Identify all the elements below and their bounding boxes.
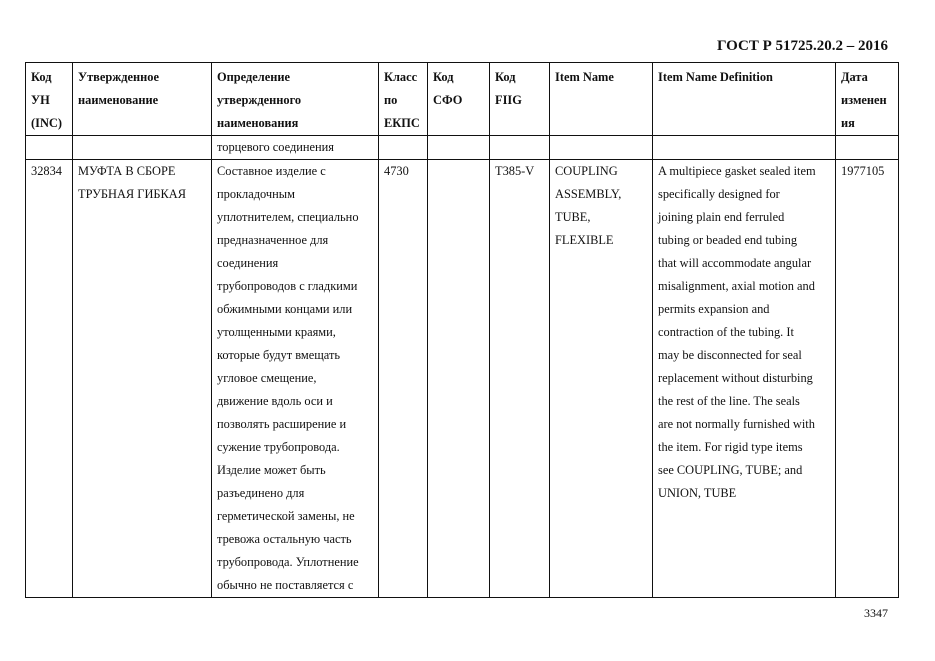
- header-text-line: Дата: [841, 70, 868, 84]
- cont-cell-inc: [26, 136, 73, 160]
- cell-text-line: specifically designed for: [658, 187, 780, 201]
- cell-approved-name: [73, 160, 212, 598]
- document-title: ГОСТ Р 51725.20.2 – 2016: [716, 38, 888, 54]
- cell-text-line: соединения: [217, 256, 279, 270]
- cell-text-line: misalignment, axial motion and: [658, 279, 815, 293]
- cell-text-line: TUBE,: [555, 210, 591, 224]
- cell-text-line: обжимными концами или: [217, 302, 353, 316]
- cell-text-line: герметической замены, не: [217, 509, 355, 523]
- cont-cell-date: [836, 136, 899, 160]
- header-change-date: [836, 63, 899, 136]
- page-number: 3347: [864, 606, 888, 620]
- cont-cell-ekps: [379, 136, 428, 160]
- cell-change-date: 1977105: [836, 160, 899, 598]
- cell-text-line: которые будут вмещать: [217, 348, 341, 362]
- header-text-line: СФО: [433, 93, 463, 107]
- header-text-line: Item Name Definition: [658, 70, 773, 84]
- cell-text-line: are not normally furnished with: [658, 417, 815, 431]
- cell-inc: 32834: [26, 160, 73, 598]
- cell-text-line: предназначенное для: [217, 233, 329, 247]
- continuation-row: [26, 136, 899, 160]
- cell-text-line: joining plain end ferruled: [658, 210, 785, 224]
- cell-text-line: tubing or beaded end tubing: [658, 233, 798, 247]
- header-text-line: изменен: [841, 93, 887, 107]
- cont-cell-sfo: [428, 136, 490, 160]
- cell-text-line: FLEXIBLE: [555, 233, 614, 247]
- cell-text-line: тревожа остальную часть: [217, 532, 352, 546]
- cell-text-line: сужение трубопровода.: [217, 440, 340, 454]
- header-text-line: Код: [433, 70, 454, 84]
- cell-text-line: трубопроводов с гладкими: [217, 279, 358, 293]
- header-inc: [26, 63, 73, 136]
- header-text-line: Определение: [217, 70, 291, 84]
- cont-cell-item-name: [550, 136, 653, 160]
- cell-item-name-definition: [653, 160, 836, 598]
- header-text-line: FIIG: [495, 93, 522, 107]
- cell-text-line: позволять расширение и: [217, 417, 347, 431]
- cell-text-line: МУФТА В СБОРЕ: [78, 164, 176, 178]
- table-row: [26, 160, 899, 598]
- header-definition: [212, 63, 379, 136]
- cell-text-line: replacement without disturbing: [658, 371, 813, 385]
- cell-text-line: уплотнителем, специально: [217, 210, 359, 224]
- header-row: [26, 63, 899, 136]
- cell-item-name: [550, 160, 653, 598]
- cell-text-line: that will accommodate angular: [658, 256, 812, 270]
- header-ekps: [379, 63, 428, 136]
- cell-text-line: движение вдоль оси и: [217, 394, 333, 408]
- header-text-line: ЕКПС: [384, 116, 420, 130]
- cont-cell-fiig: [490, 136, 550, 160]
- cell-text-line: Составное изделие с: [217, 164, 326, 178]
- header-text-line: ия: [841, 116, 855, 130]
- header-text-line: Код: [495, 70, 516, 84]
- header-text-line: Утвержденное: [78, 70, 159, 84]
- header-approved-name: [73, 63, 212, 136]
- cell-text-line: ASSEMBLY,: [555, 187, 622, 201]
- cell-text-line: утолщенными краями,: [217, 325, 336, 339]
- cell-text-line: Изделие может быть: [217, 463, 326, 477]
- cell-text-line: contraction of the tubing. It: [658, 325, 794, 339]
- cell-text-line: COUPLING: [555, 164, 618, 178]
- cell-text-line: угловое смещение,: [217, 371, 317, 385]
- header-text-line: УН: [31, 93, 50, 107]
- header-text-line: Item Name: [555, 70, 614, 84]
- header-text-line: утвержденного: [217, 93, 302, 107]
- header-text-line: наименование: [78, 93, 159, 107]
- cell-text-line: may be disconnected for seal: [658, 348, 802, 362]
- cell-text-line: permits expansion and: [658, 302, 770, 316]
- catalog-table: [25, 62, 899, 598]
- cell-text-line: the item. For rigid type items: [658, 440, 803, 454]
- cell-text-line: обычно не поставляется с: [217, 578, 354, 592]
- cell-text-line: ТРУБНАЯ ГИБКАЯ: [78, 187, 187, 201]
- header-text-line: Код: [31, 70, 52, 84]
- cell-text-line: the rest of the line. The seals: [658, 394, 800, 408]
- header-text-line: (INC): [31, 116, 62, 130]
- cont-cell-item-def: [653, 136, 836, 160]
- cell-text-line: разъединено для: [217, 486, 305, 500]
- cell-text-line: прокладочным: [217, 187, 295, 201]
- cell-text-line: UNION, TUBE: [658, 486, 737, 500]
- header-sfo: [428, 63, 490, 136]
- header-item-name: [550, 63, 653, 136]
- header-fiig: [490, 63, 550, 136]
- cell-text-line: see COUPLING, TUBE; and: [658, 463, 803, 477]
- cont-cell-name: [73, 136, 212, 160]
- header-text-line: по: [384, 93, 398, 107]
- cell-ekps-class: 4730: [379, 160, 428, 598]
- cell-fiig-code: T385-V: [490, 160, 550, 598]
- cont-cell-definition: торцевого соединения: [212, 136, 379, 160]
- cell-definition: [212, 160, 379, 598]
- header-text-line: наименования: [217, 116, 299, 130]
- header-item-definition: [653, 63, 836, 136]
- header-text-line: Класс: [384, 70, 418, 84]
- cell-text-line: трубопровода. Уплотнение: [217, 555, 359, 569]
- cell-sfo-code: [428, 160, 490, 598]
- cell-text-line: A multipiece gasket sealed item: [658, 164, 816, 178]
